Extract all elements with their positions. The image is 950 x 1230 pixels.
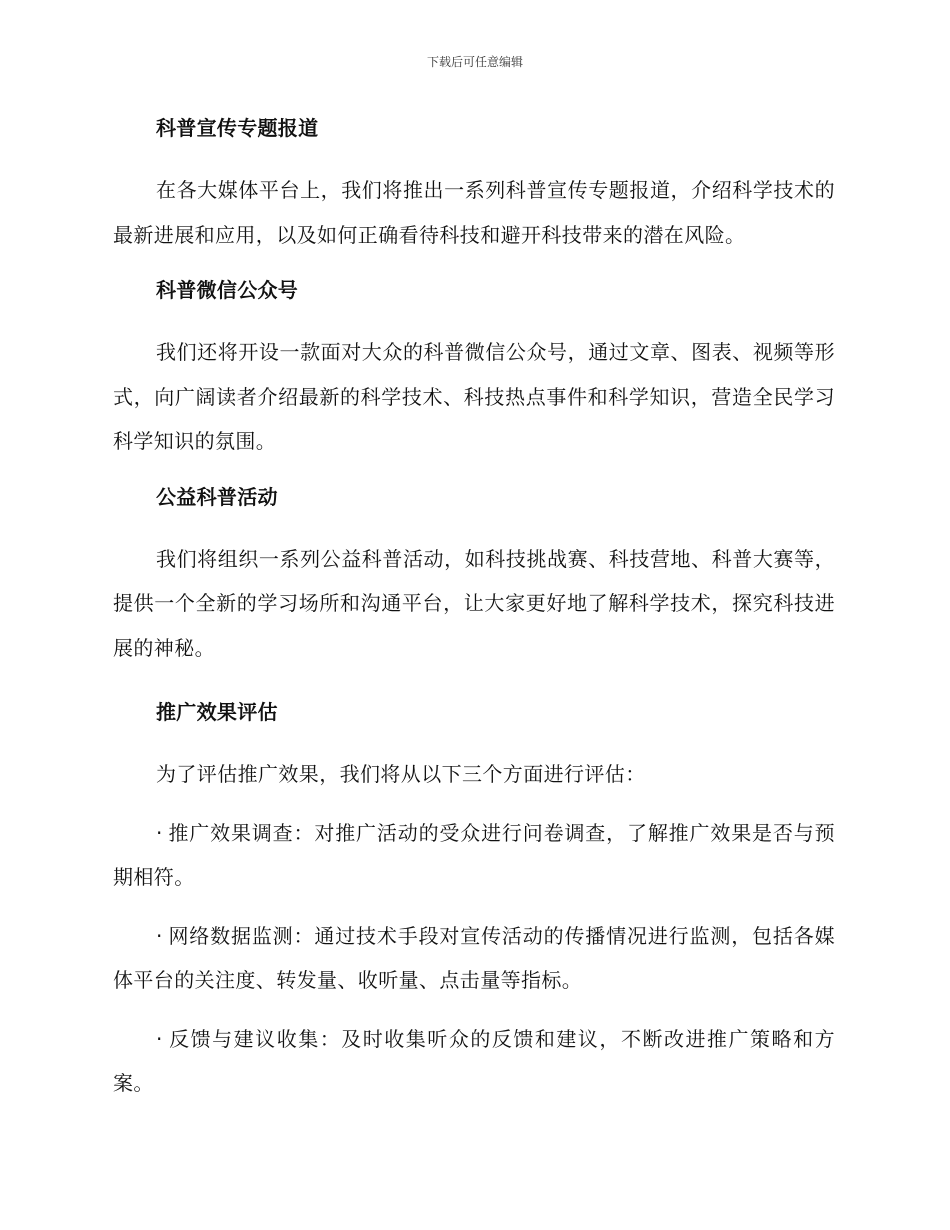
section-heading: 推广效果评估 (156, 700, 278, 724)
section-heading: 公益科普活动 (156, 484, 278, 509)
paragraph: 我们还将开设一款面对大众的科普微信公众号，通过文章、图表、视频等形式，向广阔读者介绍最新的科学技术、科技热点事件和科学知识，营造全民学习科学知识的氛围。 (113, 340, 835, 453)
bullet-item (113, 914, 835, 1003)
bullet-dot: · (156, 820, 163, 845)
paragraph: 在各大媒体平台上，我们将推出一系列科普宣传专题报道，介绍科学技术的最新进展和应用，以及如何正确看待科技和避开科技带来的潜在风险。 (113, 178, 835, 247)
section-heading: 科普微信公众号 (156, 278, 299, 302)
bullet-text: 反馈与建议收集：及时收集听众的反馈和建议，不断改进推广策略和方案。 (113, 1026, 835, 1095)
bullet-text: 网络数据监测：通过技术手段对宣传活动的传播情况进行监测，包括各媒体平台的关注度、转发量、收听量、点击量等指标。 (113, 923, 835, 992)
document-body (113, 112, 835, 1106)
paragraph: 为了评估推广效果，我们将从以下三个方面进行评估： (156, 762, 646, 786)
paragraph: 我们将组织一系列公益科普活动，如科技挑战赛、科技营地、科普大赛等，提供一个全新的学习场所和沟通平台，让大家更好地了解科学技术，探究科技进展的神秘。 (113, 546, 835, 660)
page-header: 下载后可任意编辑 (426, 55, 523, 69)
bullet-dot: · (156, 1026, 163, 1051)
section-heading: 科普宣传专题报道 (156, 116, 319, 140)
bullet-text: 推广效果调查：对推广活动的受众进行问卷调查，了解推广效果是否与预期相符。 (113, 820, 835, 889)
bullet-item (113, 811, 835, 900)
bullet-dot: · (156, 923, 163, 948)
bullet-item (113, 1017, 835, 1106)
